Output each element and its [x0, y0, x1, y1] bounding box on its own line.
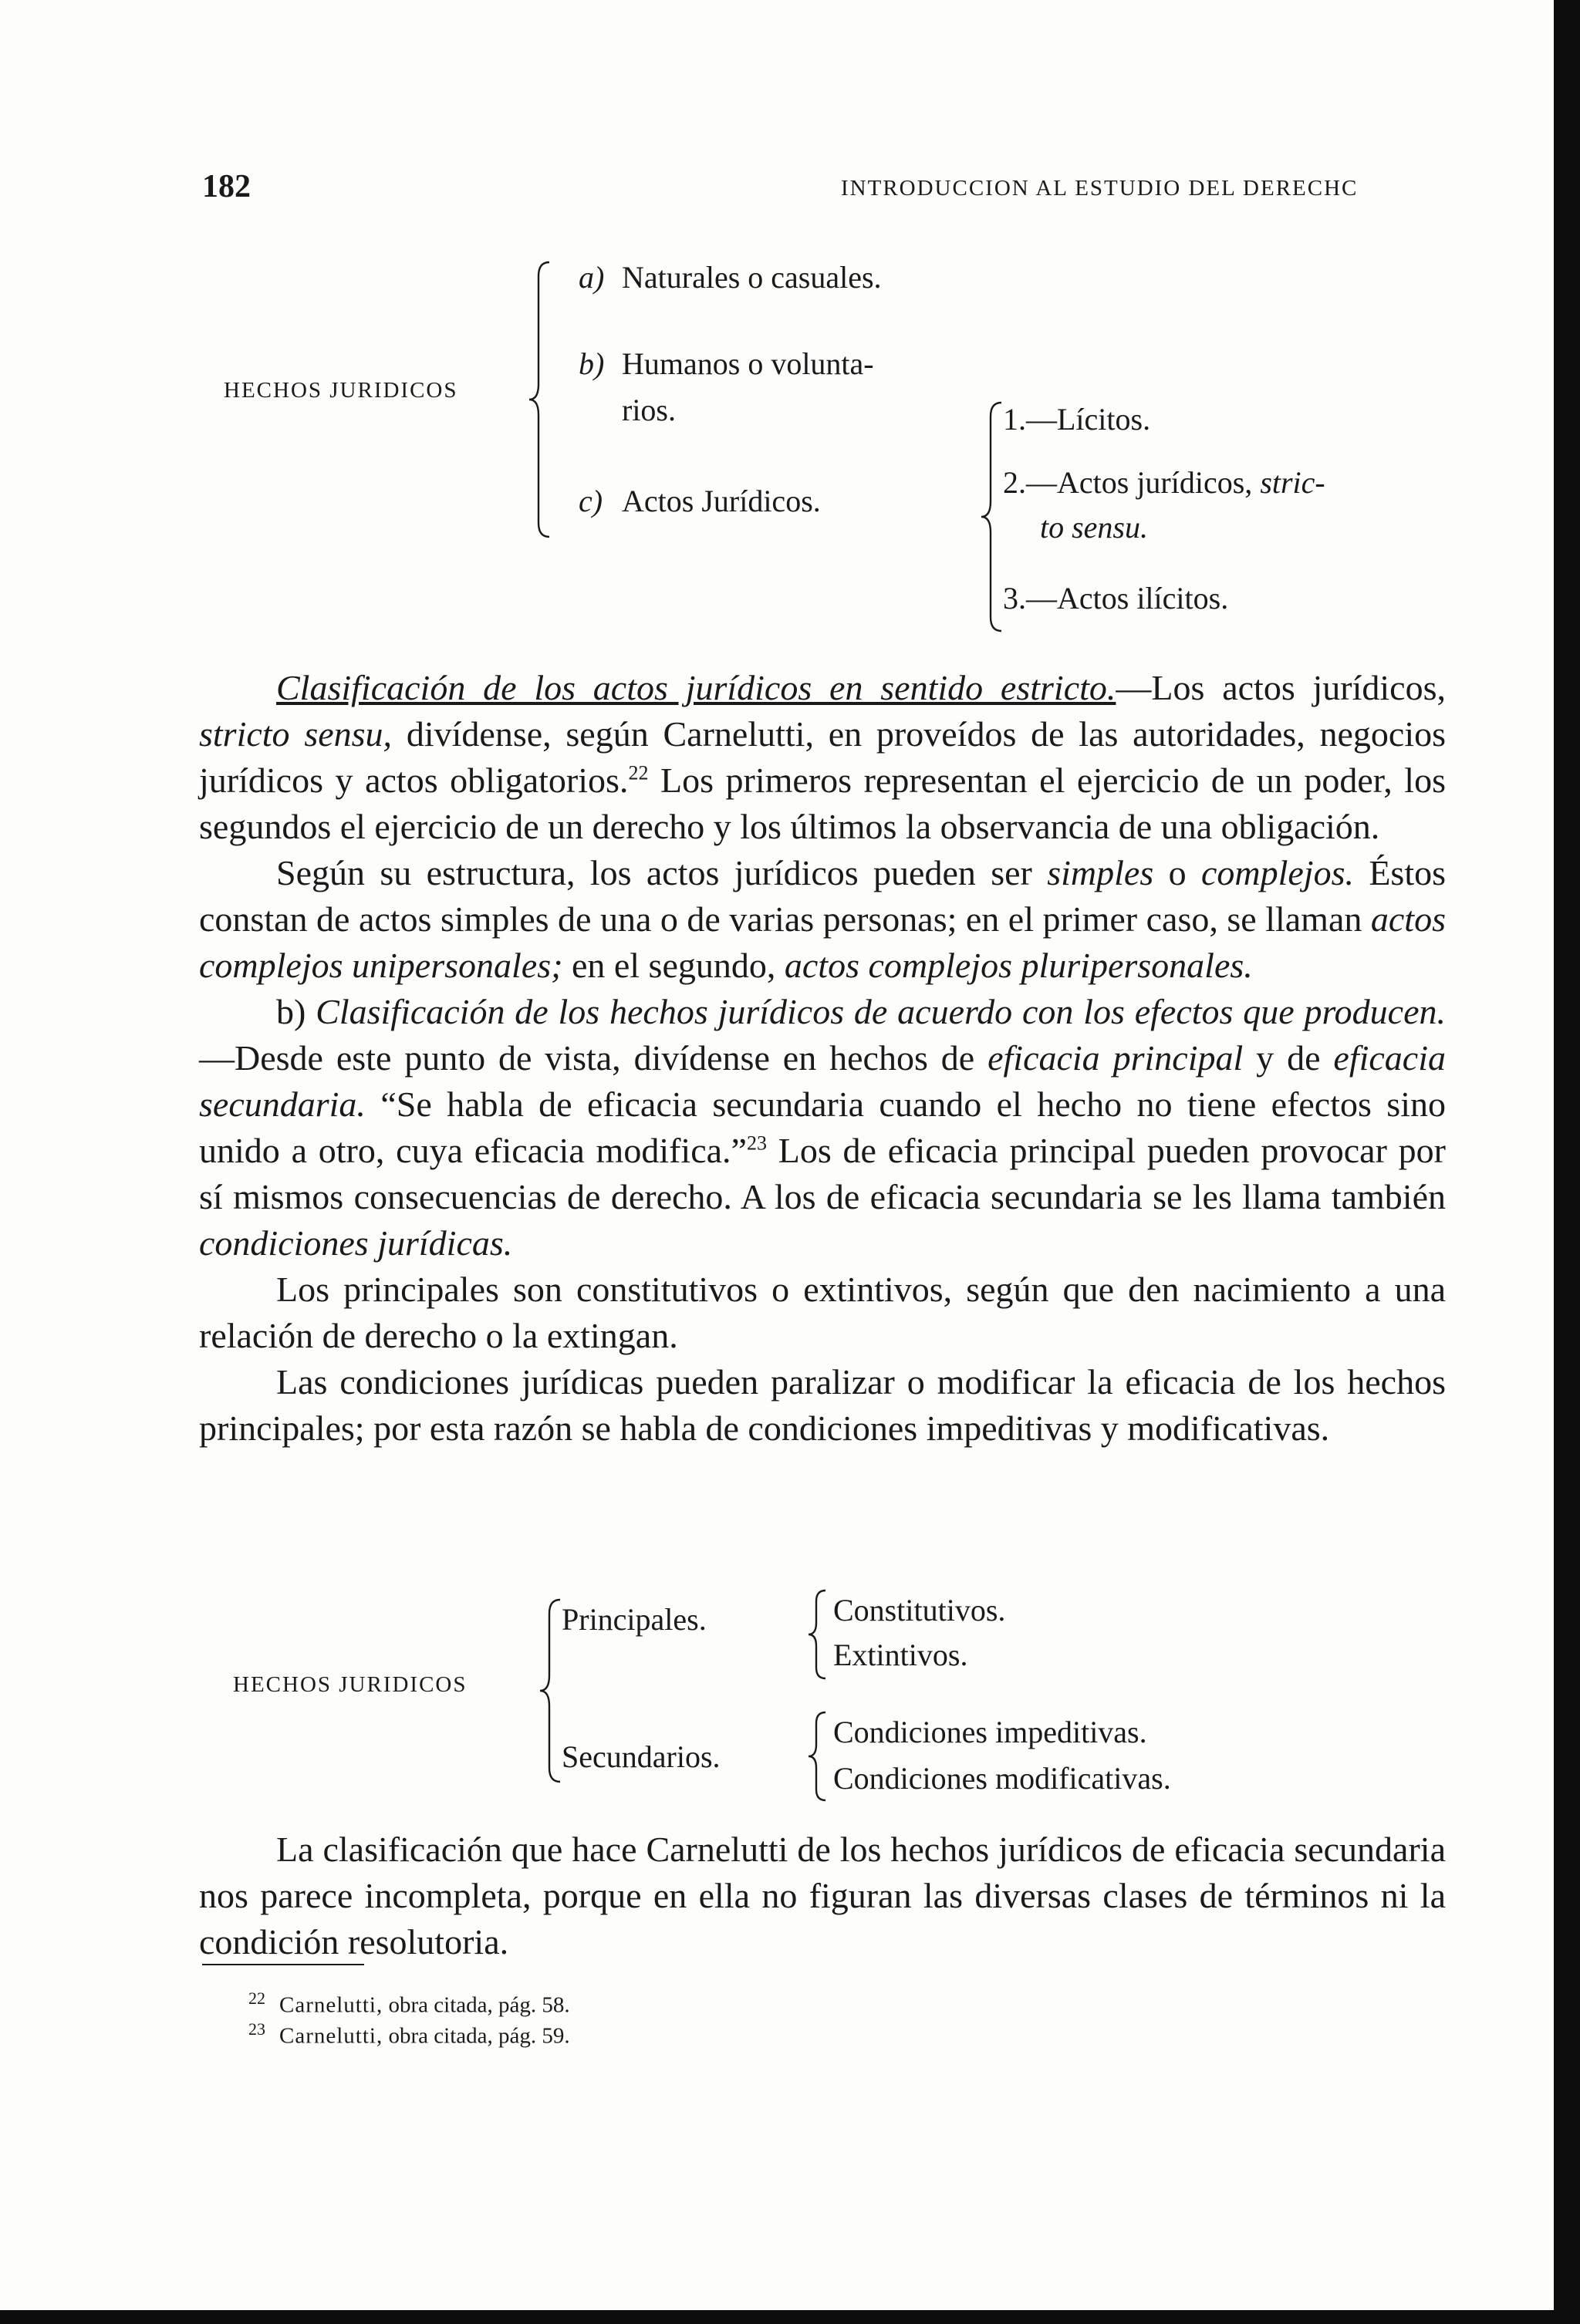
diagram2-leaf-impeditivas: Condiciones impeditivas.: [833, 1715, 1147, 1749]
paragraph-6: La clasificación que hace Carnelutti de los hechos jurídicos de eficacia secundaria nos parece incompleta, porque en ella no figuran las diversas clases de términos ni la condición resolutoria.: [199, 1830, 1446, 1961]
paragraph-3: b) Clasificación de los hechos jurídicos de acuerdo con los efectos que producen.—Desde este punto de vista, divídense en hechos de eficacia principal y de eficacia secundaria. “Se habla de eficacia secundaria cuando el hecho no tiene efectos sino unido a otro, cuya eficacia modifica.”$^{23}$ Los de eficacia principal pueden provocar por sí mismos consecuencias de derecho. A los de eficacia secundaria se les llama también condiciones jurídicas.: [199, 992, 1446, 1263]
running-head: INTRODUCCION AL ESTUDIO DEL DERECHC: [841, 176, 1359, 201]
diagram2-root: HECHOS JURIDICOS: [233, 1672, 468, 1697]
diagram2-leaf-constitutivos: Constitutivos.: [833, 1593, 1006, 1627]
diagram1-sub-3: 3.—Actos ilícitos.: [1003, 581, 1229, 616]
footnote-23: $^{23}$ Carnelutti, obra citada, pág. 59.: [248, 2019, 570, 2049]
diagram2-brace-secundarios: [809, 1711, 832, 1802]
paragraph-1: Clasificación de los actos jurídicos en sentido estricto.—Los actos jurídicos, stricto sensu, divídense, según Carnelutti, en proveídos de las autoridades, negocios jurídicos y actos obligatorios.$^{22}$ Los primeros representan el ejercicio de un poder, los segundos el ejercicio de un derecho y los últimos la observancia de una obligación.: [199, 668, 1447, 846]
diagram1-sub-2-cont: to sensu.: [1040, 510, 1148, 545]
section-heading: Clasificación de los actos jurídicos en sentido estricto.: [276, 668, 1116, 707]
footnote-ref-22: 22: [628, 761, 649, 784]
subsection-heading: Clasificación de los hechos jurídicos de acuerdo con los efectos que producen.: [316, 992, 1446, 1031]
page-number: 182: [202, 169, 251, 204]
footnote-ref-23: 23: [746, 1132, 767, 1155]
diagram1-item-b: b) Humanos o volunta-: [579, 346, 874, 381]
diagram1-sub-1: 1.—Lícitos.: [1003, 402, 1151, 437]
diagram1-item-a: a) Naturales o casuales.: [579, 260, 882, 295]
footnote-22: $^{22}$ Carnelutti, obra citada, pág. 58.: [248, 1988, 570, 2018]
diagram2-branch-principales: Principales.: [562, 1602, 707, 1637]
paragraph-2: Según su estructura, los actos jurídicos pueden ser simples o complejos. Éstos constan de actos simples de una o de varias personas; en el primer caso, se llaman actos complejos unipersonales; en el segundo, actos complejos pluripersonales.: [199, 853, 1447, 985]
footnote-rule: [202, 1964, 364, 1965]
paragraph-4: Los principales son constitutivos o extintivos, según que den nacimiento a una relación de derecho o la extingan.: [199, 1270, 1446, 1355]
diagram1-item-c: c) Actos Jurídicos.: [579, 484, 821, 518]
body-text: [199, 665, 1446, 1452]
diagram2-brace-principales: [809, 1589, 832, 1680]
diagram1-root: HECHOS JURIDICOS: [224, 378, 458, 403]
diagram1-item-b-cont: rios.: [622, 393, 676, 427]
diagram1-sub-2: 2.—Actos jurídicos, stric-: [1003, 465, 1325, 500]
diagram2-leaf-extintivos: Extintivos.: [833, 1638, 968, 1672]
paragraph-5: Las condiciones jurídicas pueden paralizar o modificar la eficacia de los hechos principales; por esta razón se habla de condiciones impeditivas y modificativas.: [199, 1362, 1446, 1448]
diagram1-brace: [532, 261, 555, 538]
closing-text: [199, 1826, 1446, 1965]
diagram2-branch-secundarios: Secundarios.: [562, 1739, 721, 1774]
diagram2-leaf-modificativas: Condiciones modificativas.: [833, 1761, 1171, 1796]
